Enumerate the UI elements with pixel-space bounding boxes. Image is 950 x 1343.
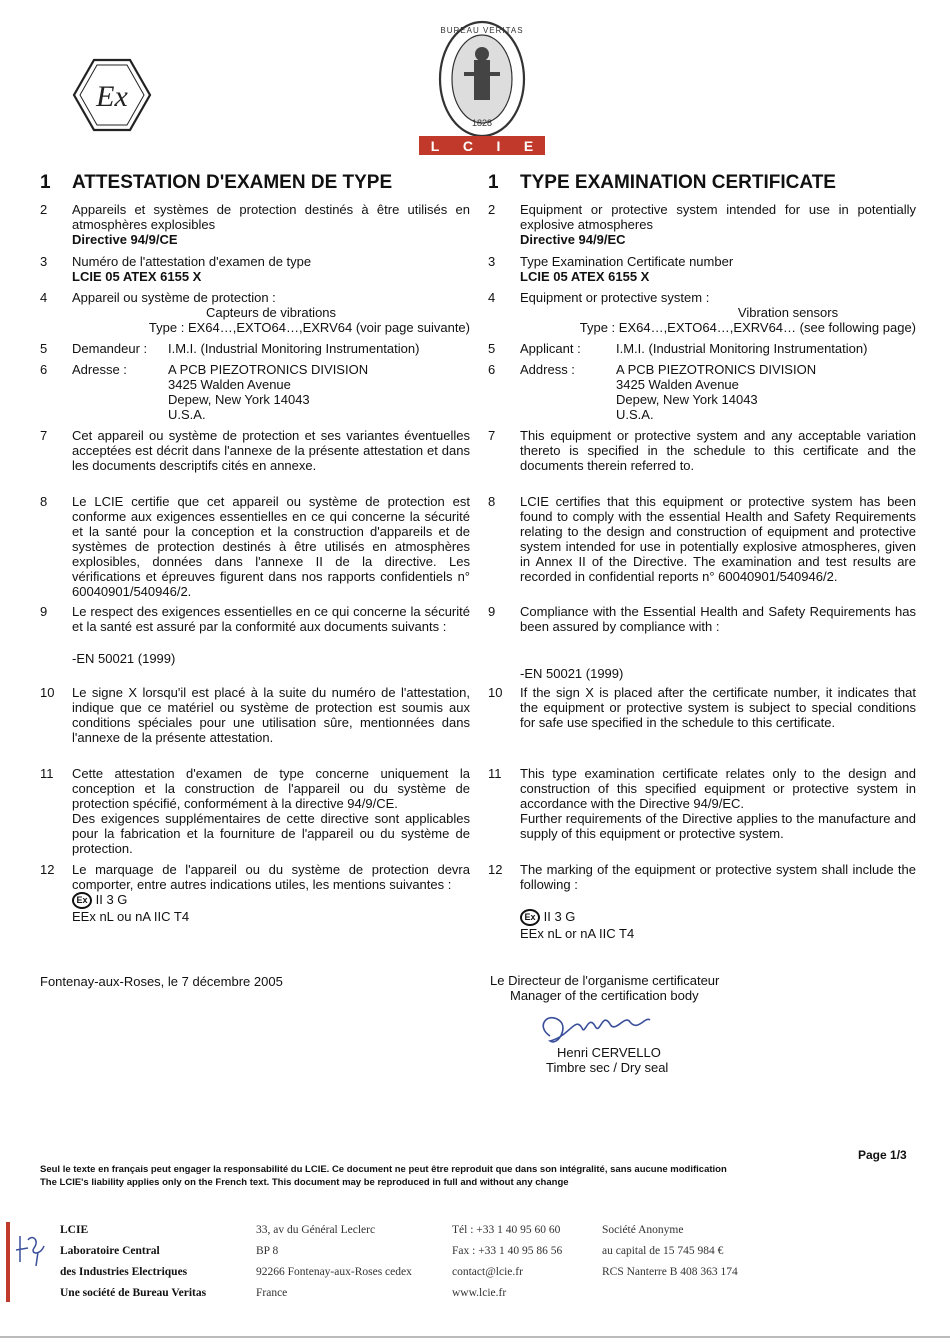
fr-item-10 [40, 685, 470, 745]
fr-title: ATTESTATION D'EXAMEN DE TYPE [72, 172, 393, 193]
fr-items-2-center1: Capteurs de vibrations [205, 305, 337, 320]
en-items-8-num: 10 [488, 685, 503, 700]
en-item-6 [488, 362, 916, 422]
en-item-12 [488, 862, 916, 941]
fr-items-0-num: 2 [40, 202, 48, 217]
en-items-9-text: This type examination certificate relates only to the design and construction of this specified equipment or protective system in accordance with the Directive 94/9/EC. [520, 766, 916, 811]
footer-company-2: RCS Nanterre B 408 363 174 [602, 1266, 738, 1278]
footer-address-0: 33, av du Général Leclerc [256, 1224, 376, 1236]
seal-note: Timbre sec / Dry seal [546, 1060, 669, 1075]
fr-item-3 [40, 254, 470, 284]
fr-item-6 [40, 362, 470, 422]
en-item-8 [488, 494, 916, 584]
en-items-1-bold: LCIE 05 ATEX 6155 X [520, 269, 650, 284]
fr-items-3-label: Demandeur : [72, 341, 148, 356]
fr-item-9 [40, 604, 470, 666]
en-item-9 [488, 604, 916, 681]
bottom-rule [0, 1336, 950, 1338]
fr-item-2 [40, 202, 470, 247]
fr-items-5-text: Cet appareil ou système de protection et ses variantes éventuelles acceptées est décrit dans l'annexe de la présente attestation et dans les documents descriptifs cités en annexe. [72, 428, 470, 473]
fr-item-12 [40, 862, 470, 924]
fr-items-2-lines-0: Appareil ou système de protection : [72, 290, 276, 305]
fr-items-10-num: 12 [40, 862, 55, 877]
en-items-4-address-3: U.S.A. [616, 407, 654, 422]
en-items-3-label: Applicant : [520, 341, 581, 356]
footer-address-1: BP 8 [256, 1245, 279, 1257]
signatory-en: Manager of the certification body [510, 988, 699, 1003]
svg-text:Ex: Ex [96, 80, 128, 113]
fr-items-4-address-0: A PCB PIEZOTRONICS DIVISION [168, 362, 369, 377]
en-items-2-center2: Type : EX64…,EXTO64…,EXRV64… (see following page) [579, 320, 916, 335]
fr-title-num: 1 [40, 172, 51, 193]
en-items-3-value: I.M.I. (Industrial Monitoring Instrumentation) [616, 341, 868, 356]
fr-item-11 [40, 766, 470, 856]
footer-address-3: France [256, 1287, 288, 1299]
french-column [40, 172, 470, 925]
fr-items-4-address-2: Depew, New York 14043 [168, 392, 310, 407]
fr-items-10-mark1: II 3 G [95, 892, 128, 907]
fr-items-4-label: Adresse : [72, 362, 127, 377]
ex-logo [72, 58, 152, 132]
en-item-4 [488, 290, 916, 335]
fr-items-2-num: 4 [40, 290, 48, 305]
lcie-letter-l: L [430, 137, 440, 154]
fr-items-0-lines-0: Appareils et systèmes de protection destinés à être utilisés en atmosphères explosibles [72, 202, 470, 232]
en-items-2-lines-0: Equipment or protective system : [520, 290, 710, 305]
fr-item-7 [40, 428, 470, 473]
footer-address-2: 92266 Fontenay-aux-Roses cedex [256, 1266, 412, 1278]
en-items-5-text: This equipment or protective system and any acceptable variation thereto is specified in the schedule to this certificate and the documents therein referred to. [520, 428, 916, 473]
en-items-5-num: 7 [488, 428, 496, 443]
en-items-4-label: Address : [520, 362, 575, 377]
en-items-9-num: 11 [488, 766, 502, 781]
fr-items-0-bold: Directive 94/9/CE [72, 232, 178, 247]
lcie-banner [419, 136, 545, 155]
fr-items-7-text: Le respect des exigences essentielles en ce qui concerne la sécurité et la santé est assuré par la conformité aux documents suivants : [72, 604, 470, 634]
en-items-2-center1: Vibration sensors [737, 305, 839, 320]
fr-items-4-num: 6 [40, 362, 48, 377]
bv-year: 1828 [471, 118, 493, 128]
fr-items-10-text: Le marquage de l'appareil ou du système de protection devra comporter, entre autres indications utiles, les mentions suivantes : [72, 862, 470, 892]
footer-company [602, 1220, 738, 1283]
fr-items-6-text: Le LCIE certifie que cet appareil ou système de protection est conforme aux exigences essentielles en ce qui concerne la sécurité et la santé pour la conception et la construction d'appareils et de systèmes de protection destinés à être utilisés en atmosphères explosibles, données dans l'annexe II de la directive. Les vérifications et épreuves figurent dans nos rapports confidentiels n° 60040901/540946/2. [72, 494, 470, 599]
handwritten-initials-icon [14, 1232, 52, 1273]
place-date: Fontenay-aux-Roses, le 7 décembre 2005 [40, 974, 283, 989]
footer-company-0: Société Anonyme [602, 1224, 684, 1236]
en-item-5 [488, 341, 916, 356]
en-items-0-lines-0: Equipment or protective system intended for use in potentially explosive atmospheres [520, 202, 916, 232]
fr-items-5-num: 7 [40, 428, 48, 443]
en-title: TYPE EXAMINATION CERTIFICATE [520, 172, 836, 193]
en-items-10-mark1: II 3 G [543, 909, 576, 924]
en-items-8-text: If the sign X is placed after the certificate number, it indicates that the equipment or protective system is subject to special conditions for safe use specified in the schedule to this certificate. [520, 685, 916, 730]
en-items-9-text2: Further requirements of the Directive applies to the manufacture and supply of this equipment or protective system. [520, 811, 916, 841]
footer-contact-0: Tél : +33 1 40 95 60 60 [452, 1224, 561, 1236]
fr-items-8-text: Le signe X lorsqu'il est placé à la suite du numéro de l'attestation, indique que ce matériel ou système de protection est soumis aux conditions spéciales pour une utilisation sûre, mentionnées dans l'annexe de la présente attestation. [72, 685, 470, 745]
en-items-4-address-1: 3425 Walden Avenue [616, 377, 739, 392]
en-items-4-address-0: A PCB PIEZOTRONICS DIVISION [616, 362, 817, 377]
en-items-2-num: 4 [488, 290, 496, 305]
ex-mark-icon: Ex [72, 892, 92, 909]
en-items-10-text: The marking of the equipment or protective system shall include the following : [520, 862, 916, 892]
en-item-7 [488, 428, 916, 473]
footer-org-3: Une société de Bureau Veritas [60, 1287, 207, 1299]
fr-items-7-extra: -EN 50021 (1999) [72, 651, 176, 666]
fr-items-1-num: 3 [40, 254, 48, 269]
fr-items-1-bold: LCIE 05 ATEX 6155 X [72, 269, 202, 284]
english-column [488, 172, 916, 942]
disclaimer-fr: Seul le texte en français peut engager la responsabilité du LCIE. Ce document ne peut être reproduit que dans son intégralité, sans aucune modification [40, 1164, 727, 1175]
en-items-0-num: 2 [488, 202, 496, 217]
en-item-3 [488, 254, 916, 284]
fr-items-4-address-3: U.S.A. [168, 407, 206, 422]
en-item-2 [488, 202, 916, 247]
en-items-1-num: 3 [488, 254, 496, 269]
fr-items-9-text: Cette attestation d'examen de type concerne uniquement la conception et la construction de l'appareil ou du système de protection spécifié, conformément à la directive 94/9/CE. [72, 766, 470, 811]
fr-items-9-num: 11 [40, 766, 54, 781]
signer-name: Henri CERVELLO [557, 1045, 661, 1060]
lcie-letter-e: E [523, 137, 534, 154]
footer-org-1: Laboratoire Central [60, 1245, 160, 1257]
fr-items-3-value: I.M.I. (Industrial Monitoring Instrumentation) [168, 341, 420, 356]
disclaimer-en: The LCIE's liability applies only on the French text. This document may be reproduced in full and without any change [40, 1177, 569, 1188]
footer-address [256, 1220, 412, 1304]
en-items-0-bold: Directive 94/9/EC [520, 232, 626, 247]
en-items-4-num: 6 [488, 362, 496, 377]
en-items-6-text: LCIE certifies that this equipment or protective system has been found to comply with the essential Health and Safety Requirements relating to the design and construction of equipment and protective system intended for use in potentially explosive atmospheres, given in Annex II of the Directive. The examination and test results are recorded in confidential reports n° 60040901/540946/2. [520, 494, 916, 584]
fr-items-9-text2: Des exigences supplémentaires de cette directive sont applicables pour la fabrication et la fourniture de l'appareil ou du système de protection. [72, 811, 470, 856]
footer-contact-1: Fax : +33 1 40 95 86 56 [452, 1245, 563, 1257]
fr-items-1-lines-0: Numéro de l'attestation d'examen de type [72, 254, 312, 269]
en-items-3-num: 5 [488, 341, 496, 356]
fr-items-4-address-1: 3425 Walden Avenue [168, 377, 291, 392]
en-items-1-lines-0: Type Examination Certificate number [520, 254, 734, 269]
footer-org-0: LCIE [60, 1224, 89, 1236]
fr-item-5 [40, 341, 470, 356]
fr-items-7-num: 9 [40, 604, 48, 619]
en-items-10-mark2: EEx nL or nA IIC T4 [520, 926, 635, 942]
footer-red-bar [6, 1222, 10, 1302]
en-items-7-extra: -EN 50021 (1999) [520, 666, 624, 681]
footer-contact [452, 1220, 562, 1304]
footer-org-2: des Industries Electriques [60, 1266, 188, 1278]
lcie-letter-c: C [462, 137, 473, 154]
ex-mark-icon: Ex [520, 909, 540, 926]
fr-items-8-num: 10 [40, 685, 55, 700]
fr-title-row [40, 172, 470, 194]
bureau-veritas-seal [438, 20, 526, 138]
en-items-7-text: Compliance with the Essential Health and Safety Requirements has been assured by compliance with : [520, 604, 916, 634]
fr-items-2-center2: Type : EX64…,EXTO64…,EXRV64 (voir page suivante) [148, 320, 470, 335]
fr-item-8 [40, 494, 470, 599]
fr-item-4 [40, 290, 470, 335]
en-items-7-num: 9 [488, 604, 496, 619]
en-item-10 [488, 685, 916, 730]
page-number: Page 1/3 [858, 1148, 907, 1162]
en-items-4-address-2: Depew, New York 14043 [616, 392, 758, 407]
signatory-fr: Le Directeur de l'organisme certificateur [490, 973, 720, 988]
footer-company-1: au capital de 15 745 984 € [602, 1245, 724, 1257]
en-items-10-num: 12 [488, 862, 503, 877]
en-items-6-num: 8 [488, 494, 496, 509]
bv-text: BUREAU VERITAS [440, 26, 524, 35]
footer-email[interactable]: contact@lcie.fr [452, 1266, 523, 1278]
fr-items-3-num: 5 [40, 341, 48, 356]
en-title-row [488, 172, 916, 194]
lcie-letter-i: I [496, 137, 501, 154]
fr-items-6-num: 8 [40, 494, 48, 509]
en-item-11 [488, 766, 916, 841]
en-title-num: 1 [488, 172, 499, 193]
fr-items-10-mark2: EEx nL ou nA IIC T4 [72, 909, 190, 925]
footer-org [60, 1220, 206, 1304]
footer-website[interactable]: www.lcie.fr [452, 1287, 507, 1299]
